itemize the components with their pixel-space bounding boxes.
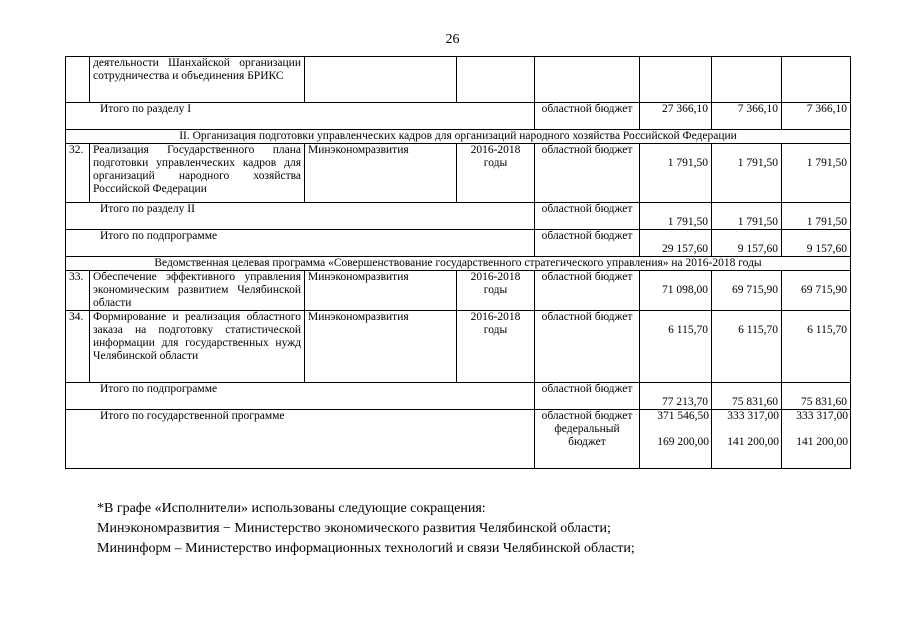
amount-cell bbox=[712, 410, 782, 469]
funding-source-cell: областной бюджет bbox=[535, 230, 640, 257]
amount-cell bbox=[640, 57, 712, 103]
executor-cell bbox=[305, 57, 457, 103]
amount-cell: 6 115,70 bbox=[712, 311, 782, 383]
amount-cell: 1 791,50 bbox=[782, 144, 851, 203]
total-row bbox=[66, 383, 851, 410]
amount-cell: 7 366,10 bbox=[712, 103, 782, 130]
funding-federal: федеральный бюджет bbox=[554, 423, 620, 448]
footnote-line: *В графе «Исполнители» использованы следующие сокращения: bbox=[97, 501, 486, 516]
section-header-row bbox=[66, 130, 851, 144]
amount-cell: 6 115,70 bbox=[782, 311, 851, 383]
amount-cell: 77 213,70 bbox=[640, 383, 712, 410]
federal-amount: 169 200,00 bbox=[657, 436, 709, 448]
grand-total-row bbox=[66, 410, 851, 469]
total-row bbox=[66, 203, 851, 230]
amount-cell: 9 157,60 bbox=[782, 230, 851, 257]
amount-cell: 27 366,10 bbox=[640, 103, 712, 130]
regional-amount: 333 317,00 bbox=[727, 410, 779, 422]
amount-cell: 1 791,50 bbox=[640, 144, 712, 203]
executor-cell: Минэкономразвития bbox=[305, 144, 457, 203]
amount-cell: 1 791,50 bbox=[782, 203, 851, 230]
funding-source-cell: областной бюджет bbox=[535, 103, 640, 130]
funding-source-cell: областной бюджет bbox=[535, 203, 640, 230]
executor-cell: Минэкономразвития bbox=[305, 311, 457, 383]
executor-cell: Минэкономразвития bbox=[305, 271, 457, 311]
period-cell: 2016-2018 годы bbox=[457, 271, 535, 311]
period-cell: 2016-2018 годы bbox=[457, 144, 535, 203]
budget-table bbox=[65, 56, 851, 469]
amount-cell: 7 366,10 bbox=[782, 103, 851, 130]
total-label: Итого по подпрограмме bbox=[66, 383, 535, 410]
page-number: 26 bbox=[445, 32, 460, 47]
funding-source-cell: областной бюджет bbox=[535, 271, 640, 311]
amount-cell bbox=[712, 57, 782, 103]
amount-cell: 1 791,50 bbox=[640, 203, 712, 230]
amount-cell: 75 831,60 bbox=[782, 383, 851, 410]
section-header-row bbox=[66, 257, 851, 271]
table-row bbox=[66, 271, 851, 311]
footnotes bbox=[97, 499, 837, 559]
amount-cell: 69 715,90 bbox=[712, 271, 782, 311]
row-number: 34. bbox=[66, 311, 90, 383]
regional-amount: 333 317,00 bbox=[796, 410, 848, 422]
funding-source-cell: областной бюджет bbox=[535, 383, 640, 410]
funding-regional: областной бюджет bbox=[541, 410, 633, 422]
amount-cell: 75 831,60 bbox=[712, 383, 782, 410]
row-number: 33. bbox=[66, 271, 90, 311]
table-row bbox=[66, 311, 851, 383]
period-cell bbox=[457, 57, 535, 103]
amount-cell: 1 791,50 bbox=[712, 144, 782, 203]
funding-source-cell bbox=[535, 57, 640, 103]
total-label: Итого по подпрограмме bbox=[66, 230, 535, 257]
total-label: Итого по государственной программе bbox=[66, 410, 535, 469]
federal-amount: 141 200,00 bbox=[727, 436, 779, 448]
amount-cell bbox=[782, 410, 851, 469]
measure-name-cell: деятельности Шанхайской организации сотрудничества и объединения БРИКС bbox=[90, 57, 305, 103]
regional-amount: 371 546,50 bbox=[657, 410, 709, 422]
funding-source-cell: областной бюджет bbox=[535, 144, 640, 203]
row-number: 32. bbox=[66, 144, 90, 203]
amount-cell bbox=[640, 410, 712, 469]
amount-cell: 71 098,00 bbox=[640, 271, 712, 311]
table-row bbox=[66, 144, 851, 203]
measure-name-cell: Обеспечение эффективного управления экономическим развитием Челябинской области bbox=[90, 271, 305, 311]
funding-source-cell: областной бюджет bbox=[535, 311, 640, 383]
amount-cell: 69 715,90 bbox=[782, 271, 851, 311]
amount-cell bbox=[782, 57, 851, 103]
total-row bbox=[66, 230, 851, 257]
funding-source-cell bbox=[535, 410, 640, 469]
amount-cell: 29 157,60 bbox=[640, 230, 712, 257]
amount-cell: 1 791,50 bbox=[712, 203, 782, 230]
amount-cell: 9 157,60 bbox=[712, 230, 782, 257]
program-title: Ведомственная целевая программа «Совершенствование государственного стратегического управления» на 2016-2018 годы bbox=[66, 257, 851, 271]
amount-cell: 6 115,70 bbox=[640, 311, 712, 383]
footnote-line: Мининформ – Министерство информационных технологий и связи Челябинской области; bbox=[97, 541, 635, 556]
measure-name-cell: Реализация Государственного плана подготовки управленческих кадров для организаций народного хозяйства Российской Федерации bbox=[90, 144, 305, 203]
total-label: Итого по разделу I bbox=[66, 103, 535, 130]
period-cell: 2016-2018 годы bbox=[457, 311, 535, 383]
footnote-line: Минэкономразвития − Министерство экономического развития Челябинской области; bbox=[97, 521, 611, 536]
total-row bbox=[66, 103, 851, 130]
measure-name-cell: Формирование и реализация областного заказа на подготовку статистической информации для государственных нужд Челябинской области bbox=[90, 311, 305, 383]
total-label: Итого по разделу II bbox=[66, 203, 535, 230]
federal-amount: 141 200,00 bbox=[796, 436, 848, 448]
table-row bbox=[66, 57, 851, 103]
section-title: II. Организация подготовки управленческих кадров для организаций народного хозяйства Российской Федерации bbox=[66, 130, 851, 144]
cell-no bbox=[66, 57, 90, 103]
